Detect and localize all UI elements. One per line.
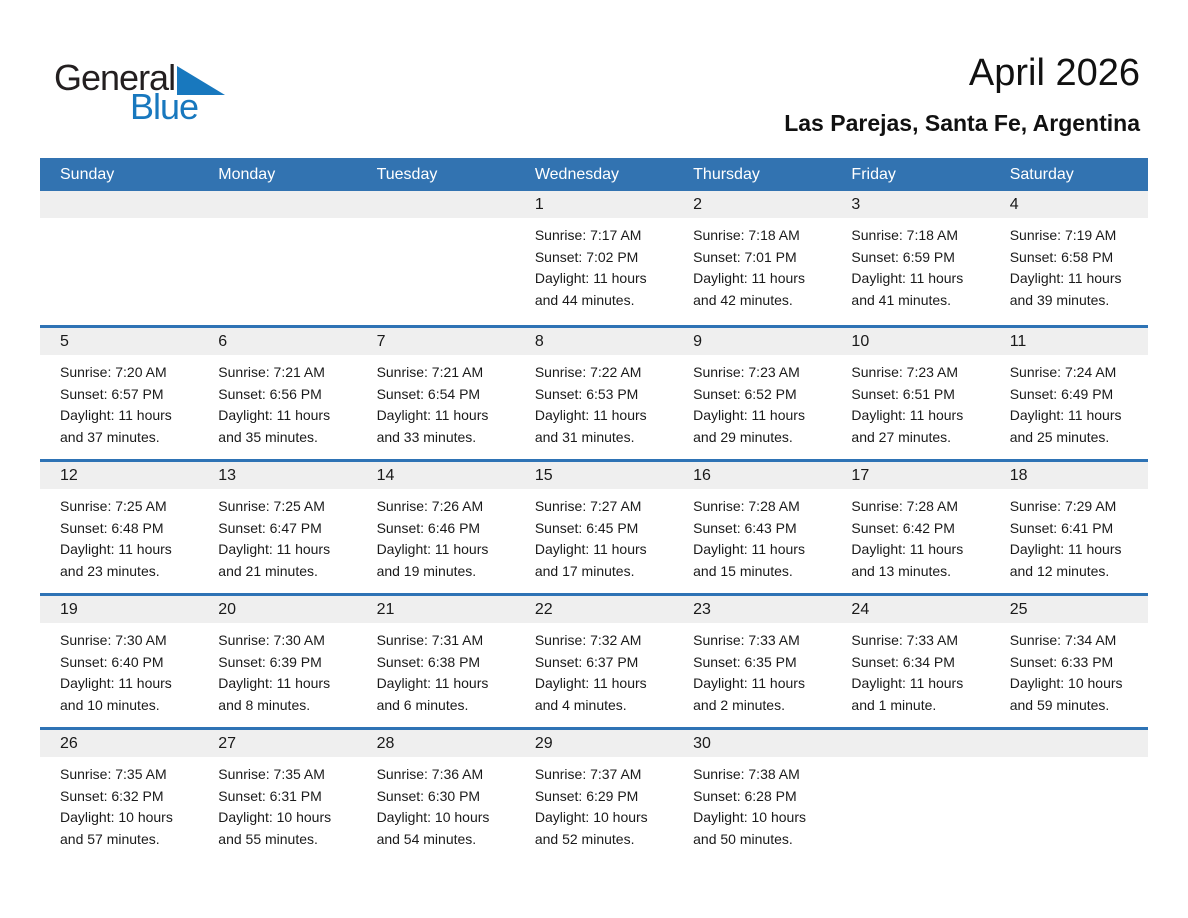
daylight-continued-text: and 59 minutes.	[1009, 696, 1110, 713]
sunset-text: Sunset: 6:48 PM	[60, 519, 164, 536]
daylight-text: Daylight: 10 hours	[534, 809, 648, 825]
day-details-cell	[990, 218, 1148, 311]
daylight-continued-text: and 10 minutes.	[60, 696, 160, 713]
weekday-header-tuesday: Tuesday	[376, 166, 438, 183]
day-number-cell: 12	[60, 466, 78, 484]
day-details-cell	[515, 757, 673, 850]
calendar-week	[40, 459, 1148, 593]
general-blue-logo	[54, 58, 294, 138]
day-number-cell: 16	[693, 466, 711, 484]
calendar-week	[40, 727, 1148, 861]
sunset-text: Sunset: 6:29 PM	[534, 787, 639, 804]
sunset-text: Sunset: 6:45 PM	[534, 519, 639, 536]
sunset-text: Sunset: 6:43 PM	[693, 519, 797, 536]
day-number-band	[40, 191, 1148, 218]
daylight-text: Daylight: 11 hours	[693, 270, 805, 286]
sunrise-text: Sunrise: 7:35 AM	[60, 766, 167, 782]
sunrise-text: Sunrise: 7:38 AM	[693, 766, 800, 782]
day-details-cell	[673, 489, 831, 582]
daylight-continued-text: and 44 minutes.	[534, 291, 635, 308]
empty-day-details-cell	[990, 757, 1148, 850]
sunrise-text: Sunrise: 7:28 AM	[851, 498, 959, 514]
sunrise-text: Sunrise: 7:18 AM	[851, 227, 959, 243]
sunset-text: Sunset: 6:35 PM	[693, 653, 797, 670]
day-details-cell	[357, 355, 515, 448]
day-details-cell	[673, 355, 831, 448]
sunrise-text: Sunrise: 7:22 AM	[534, 364, 642, 380]
day-details-cell	[515, 489, 673, 582]
weekday-header-row	[40, 158, 1148, 191]
day-details-band	[40, 757, 1148, 850]
calendar-week	[40, 593, 1148, 727]
day-number-cell: 7	[376, 332, 386, 350]
day-number-cell: 3	[851, 195, 861, 213]
day-number-cell: 6	[218, 332, 228, 350]
daylight-text: Daylight: 11 hours	[60, 407, 172, 423]
sunset-text: Sunset: 6:53 PM	[534, 385, 639, 402]
sunrise-text: Sunrise: 7:30 AM	[218, 632, 325, 648]
day-number-cell: 11	[1009, 332, 1027, 350]
weekday-header-wednesday: Wednesday	[534, 166, 620, 183]
day-number-cell: 8	[534, 332, 544, 350]
daylight-continued-text: and 42 minutes.	[693, 291, 793, 308]
sunset-text: Sunset: 6:47 PM	[218, 519, 322, 536]
day-number-cell: 30	[693, 734, 711, 752]
day-number-cell: 15	[534, 466, 553, 484]
day-details-cell	[40, 623, 198, 716]
day-details-cell	[990, 623, 1148, 716]
day-details-cell	[357, 489, 515, 582]
day-number-band	[40, 730, 1148, 757]
daylight-continued-text: and 41 minutes.	[851, 291, 952, 308]
logo-text-blue: Blue	[130, 85, 199, 127]
weekday-header-saturday: Saturday	[1009, 166, 1074, 183]
sunset-text: Sunset: 6:38 PM	[376, 653, 481, 670]
sunset-text: Sunset: 6:28 PM	[693, 787, 797, 804]
daylight-text: Daylight: 10 hours	[1009, 675, 1123, 691]
daylight-continued-text: and 52 minutes.	[534, 830, 635, 847]
day-details-cell	[357, 757, 515, 850]
day-number-cell: 29	[534, 734, 553, 752]
day-details-cell	[831, 355, 989, 448]
daylight-text: Daylight: 11 hours	[1009, 407, 1122, 423]
day-number-cell: 1	[534, 195, 544, 213]
sunset-text: Sunset: 6:58 PM	[1009, 248, 1114, 265]
empty-day-details-cell	[40, 218, 198, 311]
calendar-weeks	[40, 191, 1148, 861]
day-number-band	[40, 328, 1148, 355]
daylight-continued-text: and 15 minutes.	[693, 562, 793, 579]
daylight-continued-text: and 21 minutes.	[218, 562, 318, 579]
weekday-header-sunday: Sunday	[60, 166, 115, 183]
sunrise-text: Sunrise: 7:17 AM	[534, 227, 642, 243]
daylight-text: Daylight: 10 hours	[693, 809, 806, 825]
day-number-cell: 13	[218, 466, 237, 484]
daylight-continued-text: and 33 minutes.	[376, 428, 477, 445]
day-number-cell: 28	[376, 734, 395, 752]
daylight-continued-text: and 1 minute.	[851, 696, 937, 713]
daylight-text: Daylight: 11 hours	[218, 675, 331, 691]
daylight-continued-text: and 23 minutes.	[60, 562, 160, 579]
daylight-continued-text: and 12 minutes.	[1009, 562, 1110, 579]
daylight-text: Daylight: 11 hours	[693, 675, 805, 691]
sunset-text: Sunset: 6:32 PM	[60, 787, 164, 804]
sunrise-text: Sunrise: 7:21 AM	[376, 364, 484, 380]
sunrise-text: Sunrise: 7:27 AM	[534, 498, 642, 514]
day-details-cell	[831, 218, 989, 311]
daylight-text: Daylight: 11 hours	[851, 407, 964, 423]
day-number-cell: 23	[693, 600, 711, 618]
day-number-cell: 20	[218, 600, 237, 618]
day-details-cell	[515, 355, 673, 448]
day-number-cell: 22	[534, 600, 553, 618]
daylight-text: Daylight: 11 hours	[534, 675, 647, 691]
sunset-text: Sunset: 6:30 PM	[376, 787, 481, 804]
empty-day-details-cell	[831, 757, 989, 850]
daylight-continued-text: and 6 minutes.	[376, 696, 469, 713]
weekday-header-monday: Monday	[218, 166, 276, 183]
daylight-continued-text: and 29 minutes.	[693, 428, 793, 445]
sunset-text: Sunset: 6:34 PM	[851, 653, 955, 670]
daylight-text: Daylight: 11 hours	[693, 407, 805, 423]
logo-text-general: General	[54, 57, 176, 98]
calendar	[40, 158, 1148, 861]
sunrise-text: Sunrise: 7:25 AM	[60, 498, 167, 514]
sunset-text: Sunset: 6:46 PM	[376, 519, 481, 536]
sunrise-text: Sunrise: 7:18 AM	[693, 227, 800, 243]
day-details-band	[40, 623, 1148, 716]
daylight-continued-text: and 25 minutes.	[1009, 428, 1110, 445]
sunset-text: Sunset: 6:49 PM	[1009, 385, 1114, 402]
daylight-text: Daylight: 11 hours	[376, 675, 489, 691]
day-details-cell	[198, 355, 356, 448]
sunrise-text: Sunrise: 7:19 AM	[1009, 227, 1117, 243]
sunset-text: Sunset: 6:56 PM	[218, 385, 322, 402]
day-number-band	[40, 596, 1148, 623]
sunset-text: Sunset: 6:39 PM	[218, 653, 322, 670]
day-number-cell: 17	[851, 466, 870, 484]
day-details-band	[40, 489, 1148, 582]
daylight-continued-text: and 31 minutes.	[534, 428, 635, 445]
sunrise-text: Sunrise: 7:23 AM	[693, 364, 800, 380]
day-number-cell: 4	[1009, 195, 1019, 213]
day-number-cell: 14	[376, 466, 395, 484]
sunrise-text: Sunrise: 7:30 AM	[60, 632, 167, 648]
daylight-text: Daylight: 11 hours	[60, 541, 172, 557]
day-details-cell	[673, 757, 831, 850]
sunset-text: Sunset: 6:42 PM	[851, 519, 955, 536]
daylight-text: Daylight: 11 hours	[534, 407, 647, 423]
sunrise-text: Sunrise: 7:24 AM	[1009, 364, 1117, 380]
sunrise-text: Sunrise: 7:23 AM	[851, 364, 959, 380]
sunset-text: Sunset: 6:51 PM	[851, 385, 955, 402]
day-number-cell: 27	[218, 734, 237, 752]
sunset-text: Sunset: 6:59 PM	[851, 248, 955, 265]
daylight-text: Daylight: 10 hours	[376, 809, 490, 825]
day-details-cell	[673, 623, 831, 716]
sunset-text: Sunset: 6:33 PM	[1009, 653, 1114, 670]
sunrise-text: Sunrise: 7:35 AM	[218, 766, 325, 782]
daylight-text: Daylight: 11 hours	[851, 270, 964, 286]
location-subtitle: Las Parejas, Santa Fe, Argentina	[784, 109, 1140, 136]
day-number-cell: 2	[693, 195, 703, 213]
daylight-continued-text: and 19 minutes.	[376, 562, 477, 579]
day-number-band	[40, 462, 1148, 489]
day-number-cell: 26	[60, 734, 78, 752]
sunrise-text: Sunrise: 7:28 AM	[693, 498, 800, 514]
daylight-text: Daylight: 11 hours	[851, 675, 964, 691]
day-number-cell: 24	[851, 600, 870, 618]
month-year-title: April 2026	[968, 52, 1140, 94]
day-details-band	[40, 355, 1148, 448]
day-number-cell: 19	[60, 600, 78, 618]
daylight-text: Daylight: 11 hours	[534, 541, 647, 557]
day-details-cell	[831, 489, 989, 582]
day-details-cell	[40, 489, 198, 582]
sunrise-text: Sunrise: 7:20 AM	[60, 364, 167, 380]
daylight-continued-text: and 13 minutes.	[851, 562, 952, 579]
day-number-cell: 5	[60, 332, 69, 350]
sunset-text: Sunset: 6:37 PM	[534, 653, 639, 670]
sunrise-text: Sunrise: 7:32 AM	[534, 632, 642, 648]
day-number-cell: 25	[1009, 600, 1028, 618]
empty-day-details-cell	[357, 218, 515, 311]
daylight-text: Daylight: 11 hours	[218, 407, 331, 423]
sunrise-text: Sunrise: 7:33 AM	[693, 632, 800, 648]
sunrise-text: Sunrise: 7:37 AM	[534, 766, 642, 782]
daylight-continued-text: and 4 minutes.	[534, 696, 627, 713]
day-number-cell: 21	[376, 600, 395, 618]
sunrise-text: Sunrise: 7:26 AM	[376, 498, 484, 514]
sunset-text: Sunset: 6:54 PM	[376, 385, 481, 402]
daylight-continued-text: and 55 minutes.	[218, 830, 318, 847]
daylight-continued-text: and 37 minutes.	[60, 428, 160, 445]
empty-day-details-cell	[198, 218, 356, 311]
daylight-continued-text: and 8 minutes.	[218, 696, 311, 713]
weekday-header-friday: Friday	[851, 166, 896, 183]
day-details-cell	[198, 489, 356, 582]
day-number-cell: 10	[851, 332, 870, 350]
daylight-text: Daylight: 10 hours	[60, 809, 173, 825]
sunset-text: Sunset: 6:57 PM	[60, 385, 164, 402]
sunrise-text: Sunrise: 7:36 AM	[376, 766, 484, 782]
day-details-cell	[673, 218, 831, 311]
day-details-band	[40, 218, 1148, 311]
sunset-text: Sunset: 6:40 PM	[60, 653, 164, 670]
daylight-continued-text: and 17 minutes.	[534, 562, 635, 579]
sunset-text: Sunset: 6:31 PM	[218, 787, 322, 804]
sunset-text: Sunset: 6:41 PM	[1009, 519, 1114, 536]
day-number-cell: 18	[1009, 466, 1028, 484]
daylight-text: Daylight: 11 hours	[1009, 541, 1122, 557]
sunset-text: Sunset: 7:01 PM	[693, 248, 797, 265]
sunrise-text: Sunrise: 7:21 AM	[218, 364, 325, 380]
daylight-text: Daylight: 11 hours	[693, 541, 805, 557]
sunset-text: Sunset: 6:52 PM	[693, 385, 797, 402]
daylight-text: Daylight: 11 hours	[376, 407, 489, 423]
daylight-continued-text: and 50 minutes.	[693, 830, 793, 847]
daylight-continued-text: and 35 minutes.	[218, 428, 318, 445]
sunrise-text: Sunrise: 7:33 AM	[851, 632, 959, 648]
daylight-text: Daylight: 11 hours	[376, 541, 489, 557]
day-details-cell	[515, 623, 673, 716]
daylight-text: Daylight: 11 hours	[218, 541, 331, 557]
daylight-continued-text: and 39 minutes.	[1009, 291, 1110, 308]
daylight-text: Daylight: 10 hours	[218, 809, 332, 825]
calendar-week	[40, 325, 1148, 459]
title-block	[784, 52, 1140, 137]
daylight-text: Daylight: 11 hours	[851, 541, 964, 557]
sunrise-text: Sunrise: 7:29 AM	[1009, 498, 1117, 514]
daylight-continued-text: and 54 minutes.	[376, 830, 477, 847]
day-details-cell	[40, 355, 198, 448]
daylight-text: Daylight: 11 hours	[60, 675, 172, 691]
day-details-cell	[515, 218, 673, 311]
day-details-cell	[831, 623, 989, 716]
day-details-cell	[990, 489, 1148, 582]
daylight-text: Daylight: 11 hours	[1009, 270, 1122, 286]
daylight-text: Daylight: 11 hours	[534, 270, 647, 286]
day-details-cell	[198, 757, 356, 850]
day-details-cell	[357, 623, 515, 716]
weekday-header-thursday: Thursday	[693, 166, 760, 183]
day-details-cell	[990, 355, 1148, 448]
sunrise-text: Sunrise: 7:34 AM	[1009, 632, 1117, 648]
daylight-continued-text: and 57 minutes.	[60, 830, 160, 847]
calendar-week	[40, 191, 1148, 325]
sunrise-text: Sunrise: 7:31 AM	[376, 632, 484, 648]
daylight-continued-text: and 27 minutes.	[851, 428, 952, 445]
day-details-cell	[40, 757, 198, 850]
day-number-cell: 9	[693, 332, 703, 350]
sunset-text: Sunset: 7:02 PM	[534, 248, 639, 265]
day-details-cell	[198, 623, 356, 716]
sunrise-text: Sunrise: 7:25 AM	[218, 498, 325, 514]
daylight-continued-text: and 2 minutes.	[693, 696, 785, 713]
